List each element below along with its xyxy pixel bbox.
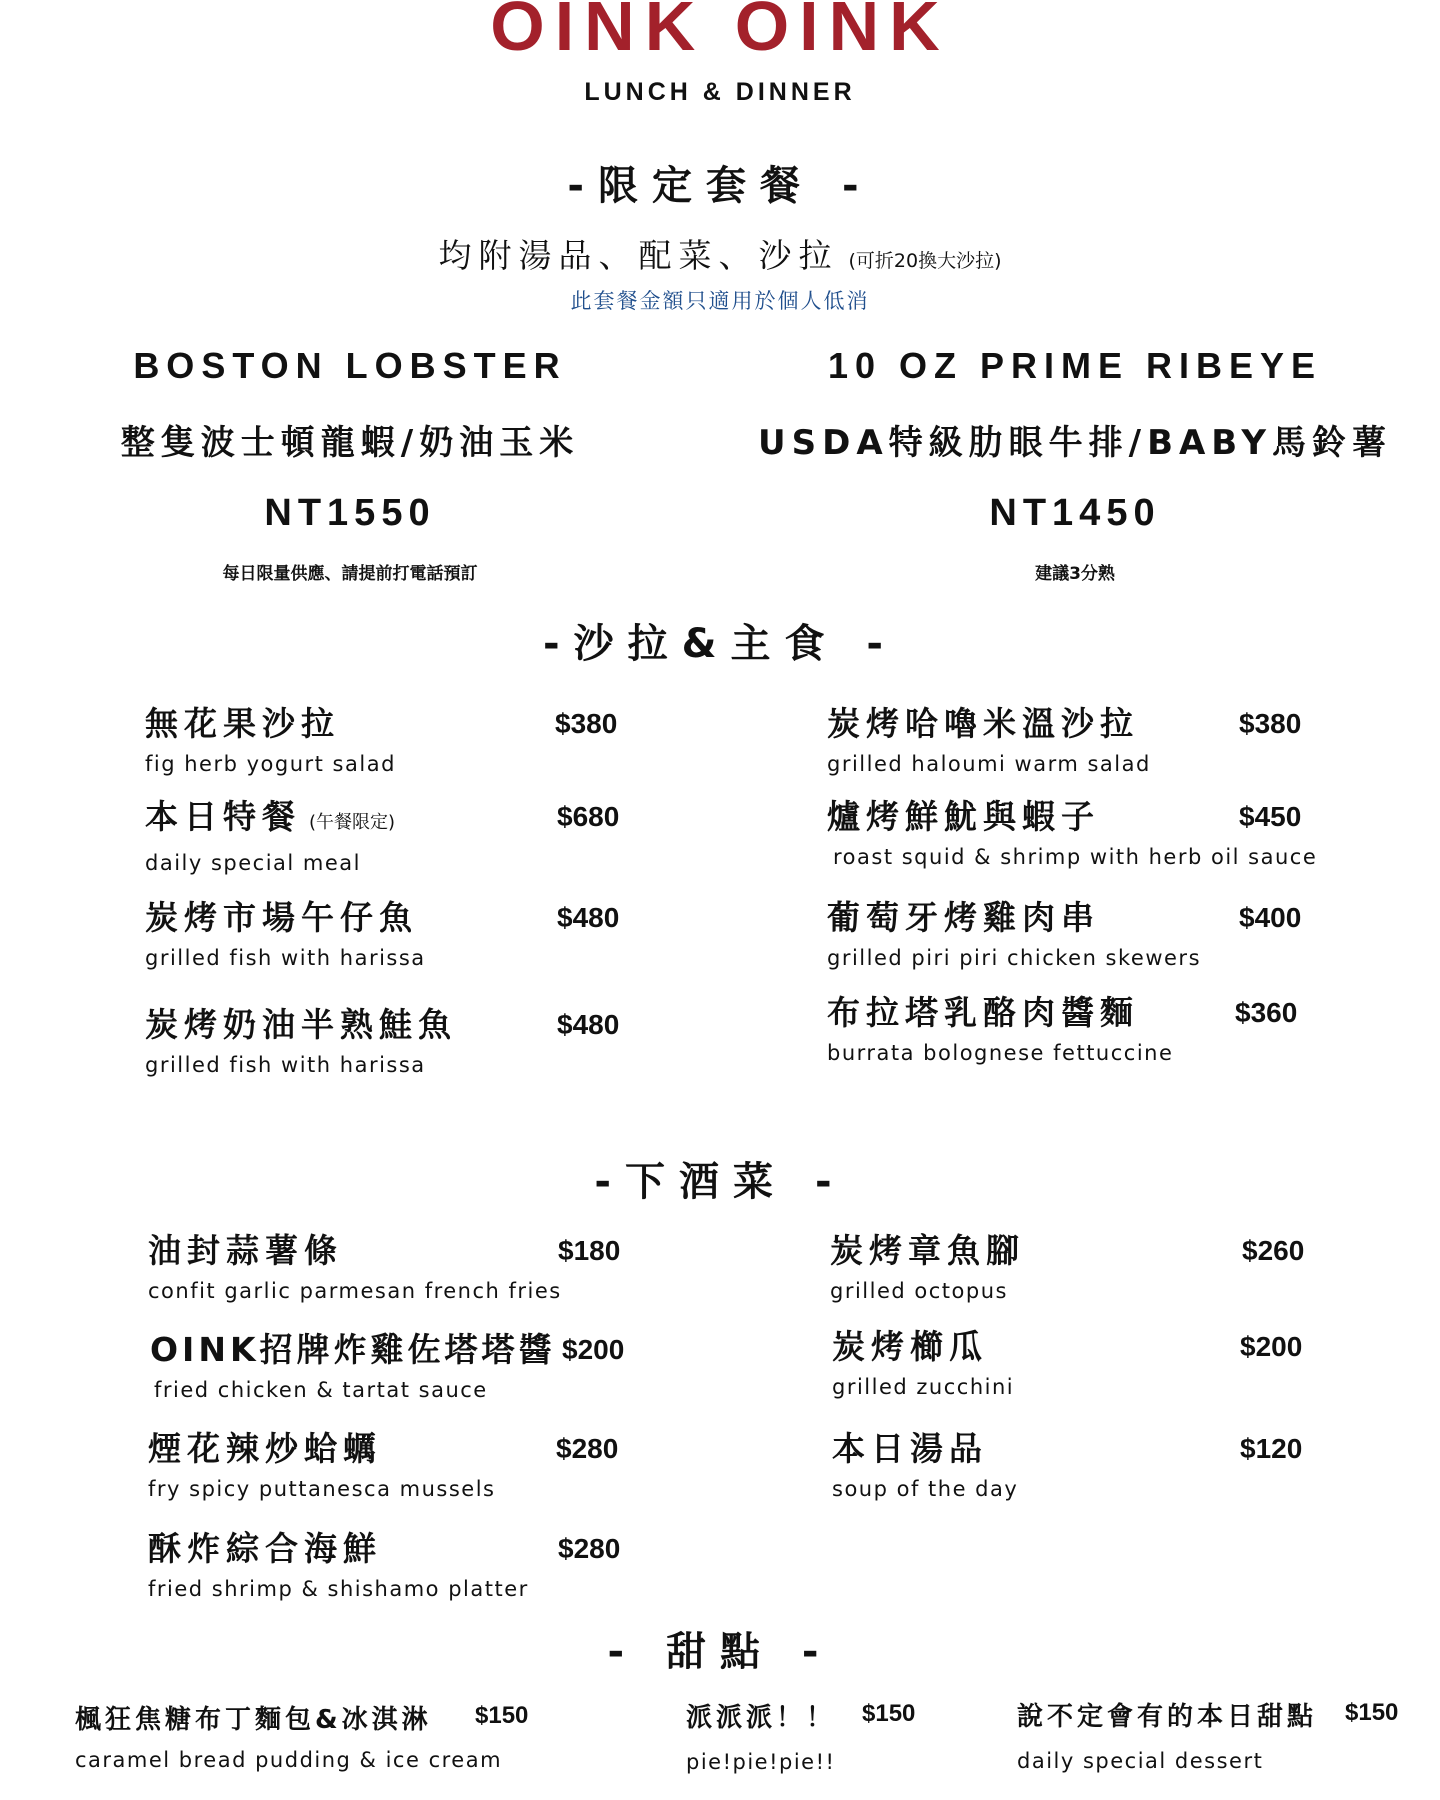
item-name-zh: 本日特餐 xyxy=(145,797,301,836)
menu-item xyxy=(827,704,1387,776)
item-price: $150 xyxy=(862,1700,916,1727)
menu-item xyxy=(148,1529,708,1601)
item-price: $380 xyxy=(1239,708,1302,739)
menu-item xyxy=(145,797,705,875)
item-name-en: grilled zucchini xyxy=(832,1375,1015,1399)
item-name-zh: 爐烤鮮魷與蝦子 xyxy=(827,797,1100,836)
item-name-zh: 炭烤奶油半熟鮭魚 xyxy=(145,1005,457,1044)
item-price: $150 xyxy=(475,1702,529,1729)
item-name-zh: 派派派！！ xyxy=(686,1703,837,1733)
menu-item xyxy=(832,1327,1392,1399)
menu-item xyxy=(145,1005,705,1077)
set-includes xyxy=(0,230,1440,277)
item-name-zh: 炭烤哈嚕米溫沙拉 xyxy=(827,704,1139,743)
menu-item xyxy=(150,1330,710,1402)
set-menu-note: 此套餐金額只適用於個人低消 xyxy=(570,289,870,313)
item-name-zh: 炭烤市場午仔魚 xyxy=(145,898,418,937)
item-name-zh: 楓狂焦糖布丁麵包&冰淇淋 xyxy=(75,1705,432,1735)
item-name-en: pie!pie!pie!! xyxy=(686,1750,836,1774)
item-name-en: fig herb yogurt salad xyxy=(145,752,396,776)
menu-item xyxy=(145,704,705,776)
item-name-zh: 本日湯品 xyxy=(832,1429,988,1468)
item-price: $180 xyxy=(558,1235,621,1266)
item-name-en: grilled octopus xyxy=(830,1279,1008,1303)
item-price: $200 xyxy=(562,1334,625,1365)
item-price: $260 xyxy=(1242,1235,1305,1266)
item-name-en: grilled fish with harissa xyxy=(145,1053,426,1077)
set-item-en: BOSTON LOBSTER xyxy=(133,345,567,386)
item-price: $280 xyxy=(556,1433,619,1464)
item-name-zh: 葡萄牙烤雞肉串 xyxy=(827,898,1100,937)
restaurant-logo xyxy=(0,0,1440,66)
item-name-zh: 炭烤櫛瓜 xyxy=(832,1327,988,1366)
item-name-en: roast squid & shrimp with herb oil sauce xyxy=(833,845,1318,869)
item-price: $400 xyxy=(1239,902,1302,933)
item-name-en: fried chicken & tartat sauce xyxy=(154,1378,488,1402)
menu-item xyxy=(148,1231,708,1303)
item-price: $380 xyxy=(555,708,618,739)
set-item-note: 每日限量供應、請提前打電話預訂 xyxy=(222,564,478,584)
set-includes-text: 均附湯品、配菜、沙拉 xyxy=(438,236,839,275)
menu-item xyxy=(830,1231,1390,1303)
restaurant-subtitle: LUNCH & DINNER xyxy=(584,78,856,106)
item-price: $680 xyxy=(557,801,620,832)
item-name-zh: 說不定會有的本日甜點 xyxy=(1017,1702,1318,1732)
item-name-en: burrata bolognese fettuccine xyxy=(827,1041,1174,1065)
menu-item xyxy=(1017,1697,1427,1773)
menu-item xyxy=(145,898,705,970)
item-name-en: grilled piri piri chicken skewers xyxy=(827,946,1202,970)
snacks-title: -下酒菜 - xyxy=(594,1159,846,1205)
item-name-zh: OINK招牌炸雞佐塔塔醬 xyxy=(150,1330,556,1369)
set-includes-note: (可折20換大沙拉) xyxy=(848,250,1002,272)
item-name-en: caramel bread pudding & ice cream xyxy=(75,1748,503,1772)
set-item-en: 10 OZ PRIME RIBEYE xyxy=(827,345,1323,386)
item-name-en: grilled fish with harissa xyxy=(145,946,426,970)
item-name-en: grilled haloumi warm salad xyxy=(827,752,1151,776)
set-item-price: NT1550 xyxy=(264,492,436,534)
item-name-en: daily special meal xyxy=(145,851,361,875)
item-name-en: fried shrimp & shishamo platter xyxy=(148,1577,529,1601)
item-name-en: soup of the day xyxy=(832,1477,1019,1501)
item-name-zh-note: (午餐限定) xyxy=(309,812,396,833)
item-price: $480 xyxy=(557,902,620,933)
item-name-en: daily special dessert xyxy=(1017,1749,1264,1773)
set-item-zh: USDA特級肋眼牛排/BABY馬鈴薯 xyxy=(758,423,1392,463)
item-price: $120 xyxy=(1240,1433,1303,1464)
set-item-zh: 整隻波士頓龍蝦/奶油玉米 xyxy=(120,423,580,463)
menu-item xyxy=(686,1698,936,1774)
item-price: $200 xyxy=(1240,1331,1303,1362)
menu-item xyxy=(832,1429,1392,1501)
item-price: $480 xyxy=(557,1009,620,1040)
logo-text: OINK OINK xyxy=(490,0,950,65)
menu-item xyxy=(75,1700,529,1772)
menu-item xyxy=(148,1429,708,1501)
item-name-zh: 布拉塔乳酪肉醬麵 xyxy=(827,993,1139,1032)
item-name-zh: 煙花辣炒蛤蠣 xyxy=(148,1429,382,1468)
menu-item xyxy=(827,898,1387,970)
menu-item xyxy=(827,993,1387,1065)
set-item-note: 建議3分熟 xyxy=(1035,564,1115,584)
item-name-en: fry spicy puttanesca mussels xyxy=(148,1477,496,1501)
set-item-ribeye xyxy=(745,345,1405,584)
item-price: $450 xyxy=(1239,801,1302,832)
desserts-title: - 甜點 - xyxy=(607,1629,833,1675)
item-name-zh: 酥炸綜合海鮮 xyxy=(148,1529,382,1568)
item-price: $280 xyxy=(558,1533,621,1564)
salad-mains-title: -沙拉&主食 - xyxy=(542,621,897,667)
item-price: $150 xyxy=(1345,1699,1399,1726)
item-name-zh: 無花果沙拉 xyxy=(145,704,340,743)
item-name-en: confit garlic parmesan french fries xyxy=(148,1279,562,1303)
set-menu-title: -限定套餐 - xyxy=(567,163,873,209)
set-item-price: NT1450 xyxy=(989,492,1161,534)
item-price: $360 xyxy=(1235,997,1298,1028)
item-name-zh: 油封蒜薯條 xyxy=(148,1231,343,1270)
item-name-zh-wrap xyxy=(145,797,705,843)
set-item-lobster xyxy=(20,345,680,584)
menu-item xyxy=(827,797,1387,869)
item-name-zh: 炭烤章魚腳 xyxy=(830,1231,1025,1270)
